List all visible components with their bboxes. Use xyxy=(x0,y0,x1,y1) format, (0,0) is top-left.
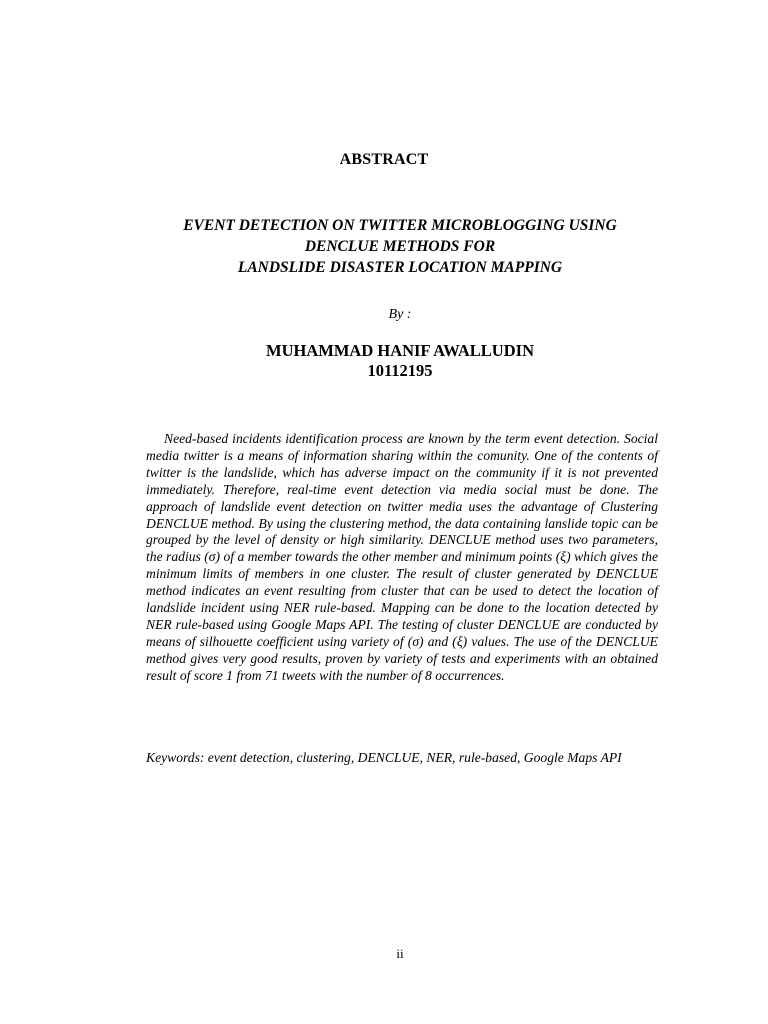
author-id: 10112195 xyxy=(367,361,433,380)
author-name: MUHAMMAD HANIF AWALLUDIN xyxy=(266,341,534,360)
title-line-3: LANDSLIDE DISASTER LOCATION MAPPING xyxy=(237,259,563,276)
author-block xyxy=(0,341,768,381)
keywords: Keywords: event detection, clustering, DENCLUE, NER, rule-based, Google Maps API xyxy=(146,750,622,765)
abstract-heading: ABSTRACT xyxy=(339,151,429,168)
abstract-body: Need-based incidents identification process are known by the term event detection. Social media twitter is a means of information sharing within the comunity. One of the contents of twitter is the landslide, which has adverse impact on the community if it is not prevented immediately. Therefore, real-time event detection via media social must be done. The approach of landslide event detection on twitter media uses the advantage of Clustering DENCLUE method. By using the clustering method, the data containing lanslide topic can be grouped by the level of density or high similarity. DENCLUE method uses two parameters, the radius (σ) of a member towards the other member and minimum points (ξ) which gives the minimum limits of members in one cluster. The result of cluster generated by DENCLUE method indicates an event resulting from cluster that can be used to detect the location of landslide incident using NER rule-based. Mapping can be done to the location detected by NER rule-based using Google Maps API. The testing of cluster DENCLUE are conducted by means of silhouette coefficient using variety of (σ) and (ξ) values. The use of the DENCLUE method gives very good results, proven by variety of tests and experiments with an obtained result of score 1 from 71 tweets with the number of 8 occurrences. xyxy=(146,431,658,683)
paper-title xyxy=(120,215,680,278)
title-line-2: DENCLUE METHODS FOR xyxy=(304,238,496,255)
by-label: By : xyxy=(388,307,412,322)
page-number: ii xyxy=(396,946,404,961)
title-line-1: EVENT DETECTION ON TWITTER MICROBLOGGING USING xyxy=(183,217,617,234)
